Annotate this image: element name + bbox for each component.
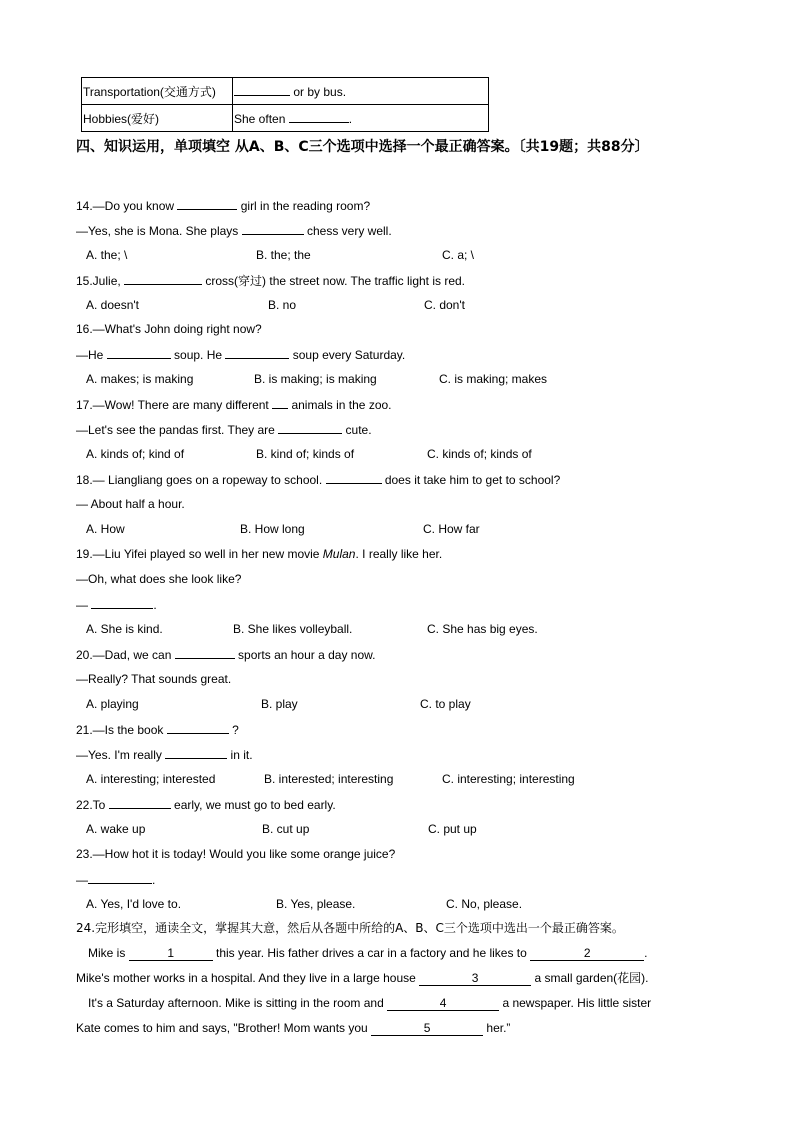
cloze-blank-3: 3 [419,972,531,986]
option-b: B. is making; is making [254,372,377,386]
option-c: C. No, please. [446,897,523,911]
option-c: C. interesting; interesting [442,772,575,786]
cloze-line: It's a Saturday afternoon. Mike is sitting in the room and 4 a newspaper. His little sister [88,996,652,1010]
table-cell-label: Transportation(交通方式) [82,78,233,105]
question-19: 19.—Liu Yifei played so well in her new movie Mulan. I really like her. [76,547,443,561]
option-c: C. don't [424,298,465,312]
option-c: C. How far [423,522,480,536]
question-19-answer: — . [76,598,157,612]
question-23: 23.—How hot it is today! Would you like some orange juice? [76,847,396,861]
option-a: A. wake up [86,822,146,836]
option-a: A. She is kind. [86,622,163,636]
option-b: B. play [261,697,298,711]
option-b: B. How long [240,522,305,536]
option-a: A. makes; is making [86,372,194,386]
question-20: 20.—Dad, we can sports an hour a day now. [76,648,376,662]
question-18: 18.— Liangliang goes on a ropeway to school. does it take him to get to school? [76,473,561,487]
question-21-reply: —Yes. I'm really in it. [76,748,253,762]
question-18-reply: — About half a hour. [76,497,185,511]
cloze-blank-2: 2 [530,947,644,961]
option-b: B. kind of; kinds of [256,447,355,461]
table-cell-label: Hobbies(爱好) [82,105,233,132]
question-17: 17.—Wow! There are many different animals in the zoo. [76,398,392,412]
question-21: 21.—Is the book ? [76,723,239,737]
option-b: B. the; the [256,248,311,262]
question-19-reply: —Oh, what does she look like? [76,572,242,586]
cloze-blank-1: 1 [129,947,213,961]
option-a: A. kinds of; kind of [86,447,185,461]
question-22: 22.To early, we must go to bed early. [76,798,336,812]
question-16-reply: —He soup. He soup every Saturday. [76,348,406,362]
table-cell-value: She often . [233,105,489,132]
table-row [82,78,489,105]
option-c: C. She has big eyes. [427,622,538,636]
question-14-reply: —Yes, she is Mona. She plays chess very well. [76,224,392,238]
question-17-reply: —Let's see the pandas first. They are cute. [76,423,372,437]
cloze-line: Mike's mother works in a hospital. And they live in a large house 3 a small garden(花园). [76,971,649,985]
cloze-line: Mike is 1 this year. His father drives a car in a factory and he likes to 2 . [88,946,648,960]
table-cell-value: or by bus. [233,78,489,105]
cloze-blank-4: 4 [387,997,499,1011]
option-c: C. to play [420,697,471,711]
option-c: C. a; \ [442,248,475,262]
option-b: B. She likes volleyball. [233,622,353,636]
question-23-reply: — . [76,873,156,887]
option-a: A. How [86,522,125,536]
option-c: C. kinds of; kinds of [427,447,532,461]
table-row [82,105,489,132]
option-a: A. interesting; interested [86,772,216,786]
option-a: A. doesn't [86,298,139,312]
option-a: A. Yes, I'd love to. [86,897,182,911]
question-15: 15.Julie, cross(穿过) the street now. The traffic light is red. [76,274,466,288]
option-a: A. playing [86,697,139,711]
cloze-line: Kate comes to him and says, "Brother! Mom wants you 5 her.” [76,1021,511,1035]
option-c: C. put up [428,822,477,836]
question-16: 16.—What's John doing right now? [76,322,262,336]
question-24-instructions: 24.完形填空，通读全文，掌握其大意，然后从各题中所给的A、B、C三个选项中选出一个最正确答案。 [76,921,624,935]
option-b: B. Yes, please. [276,897,356,911]
section-title: 四、知识运用，单项填空 从A、B、C三个选项中选择一个最正确答案。〔共19题；共88分〕 [76,139,649,155]
question-14: 14.—Do you know girl in the reading room? [76,199,371,213]
question-20-reply: —Really? That sounds great. [76,672,232,686]
option-b: B. no [268,298,297,312]
info-table [81,77,489,132]
option-b: B. interested; interesting [264,772,394,786]
option-a: A. the; \ [86,248,128,262]
option-c: C. is making; makes [439,372,548,386]
option-b: B. cut up [262,822,310,836]
cloze-blank-5: 5 [371,1022,483,1036]
